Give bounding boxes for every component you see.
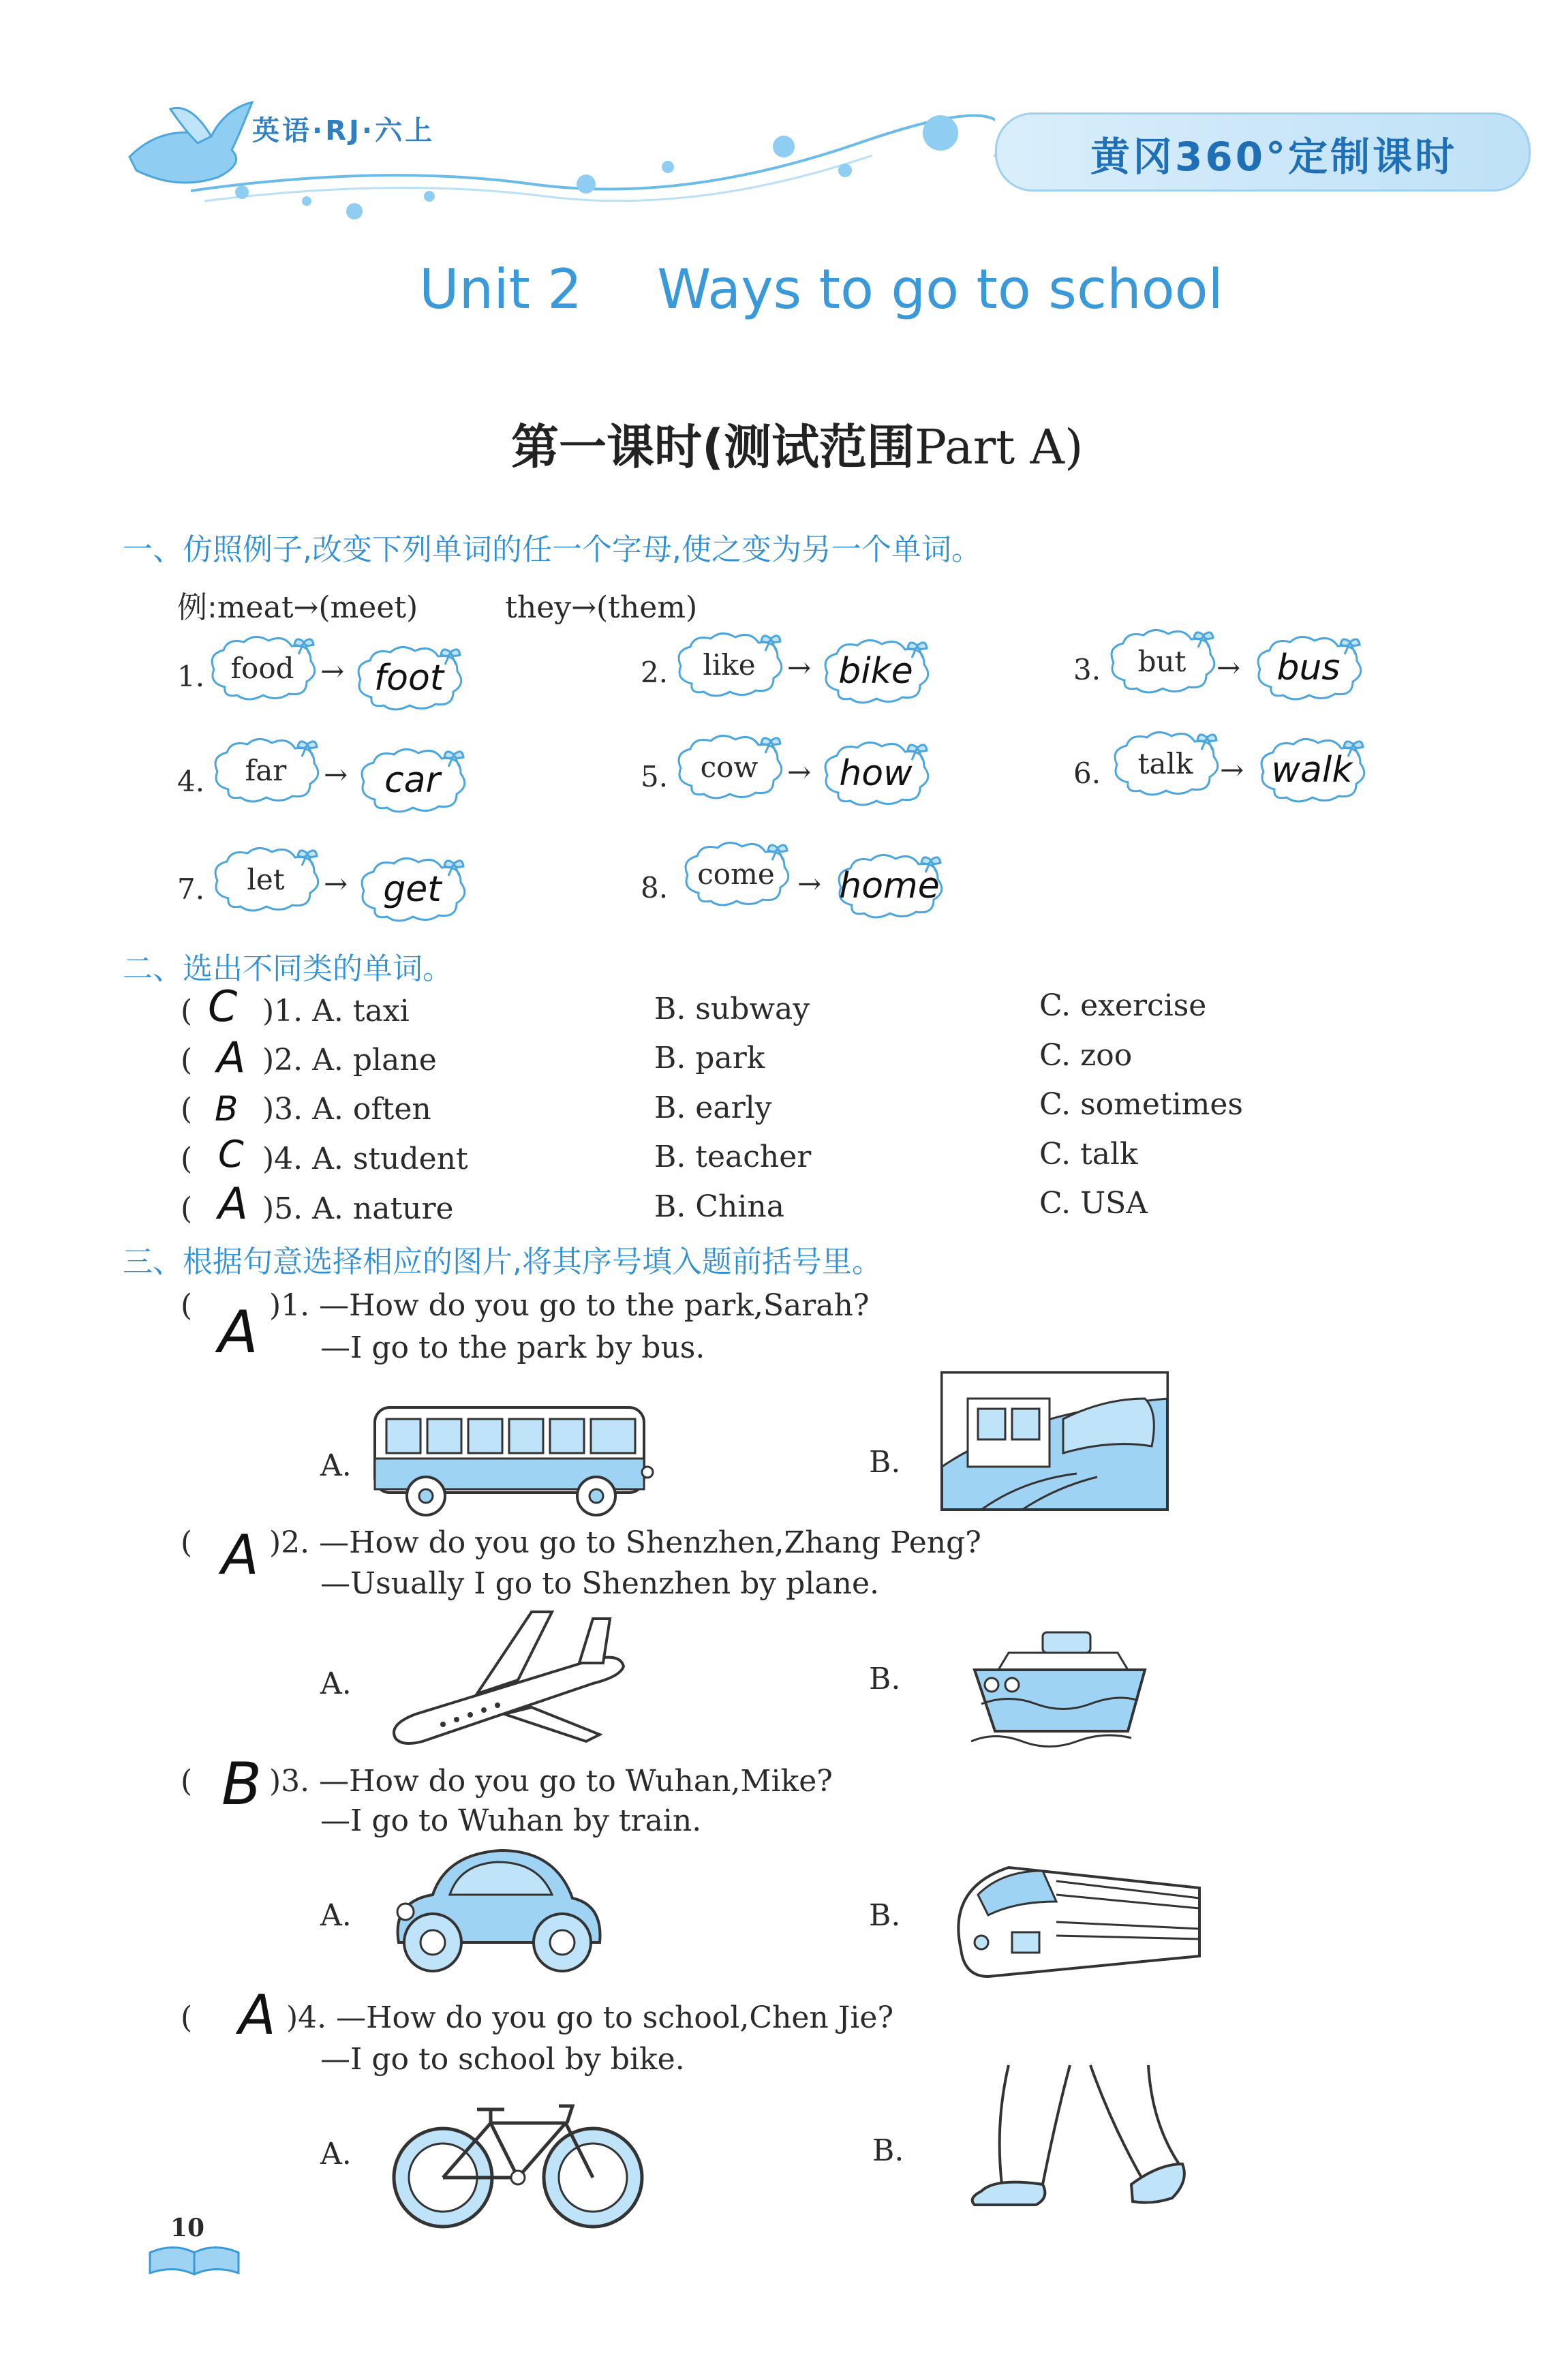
arrow-icon: → [787,755,812,789]
item-number: 8. [641,871,669,904]
answer-cloud[interactable]: bus [1251,634,1366,702]
answer-cloud[interactable]: how [818,739,934,808]
option-b-label: B. [869,1662,901,1696]
example-word-a: meat [217,590,294,625]
word-cloud: come [678,840,794,908]
unit-name: Ways to go to school [657,258,1223,321]
arrow-icon: → [320,654,345,688]
question-text: )2. —How do you go to Shenzhen,Zhang Peng? [269,1525,981,1560]
arrow-icon: → [571,590,597,625]
word-cloud: food [204,634,320,702]
option-c: C. sometimes [1039,1087,1243,1122]
item-number: 5. [641,760,669,793]
walking-legs-image[interactable] [954,2062,1193,2229]
option-c: C. zoo [1039,1038,1133,1073]
answer-mark[interactable]: A [217,1033,246,1082]
example-prefix: 例: [177,590,217,625]
question-text: )1. —How do you go to the park,Sarah? [269,1288,870,1323]
example-line [177,583,697,626]
bike-image[interactable] [388,2092,647,2229]
unit-number: Unit 2 [419,258,583,321]
option-a: )1. A. taxi [262,994,410,1028]
word-cloud: like [671,630,787,699]
subway-train-image[interactable] [940,1371,1169,1511]
option-a-label: A. [320,1448,352,1483]
word-cloud: cow [671,733,787,801]
option-b: B. subway [654,992,810,1026]
section1-heading: 一、仿照例子,改变下列单词的任一个字母,使之变为另一个单词。 [123,532,981,567]
arrow-icon: → [797,867,822,900]
answer-cloud[interactable]: bike [818,637,934,705]
item-number: 3. [1073,653,1101,686]
option-b: B. park [654,1041,765,1075]
lesson-title-cn: 第一课时(测试范围 [511,419,915,475]
train-image[interactable] [947,1847,1206,1983]
word-cloud: let [208,845,324,913]
example-answer-b: (them) [596,590,698,625]
car-image[interactable] [385,1840,610,1983]
item-number: 6. [1073,757,1101,790]
ship-image[interactable] [968,1629,1152,1752]
section3-heading: 三、根据句意选择相应的图片,将其序号填入题前括号里。 [123,1245,882,1279]
arrow-icon: → [324,867,348,900]
paren-open: ( [181,1764,193,1799]
answer-text: —Usually I go to Shenzhen by plane. [320,1566,879,1601]
arrow-icon: → [1220,753,1244,787]
bird-icon [129,102,252,183]
item-number: 4. [177,765,205,798]
option-c: C. USA [1039,1186,1148,1221]
option-b: B. teacher [654,1140,812,1174]
book-icon [147,2239,242,2280]
option-a: )5. A. nature [262,1191,454,1226]
page-number: 10 [170,2214,205,2242]
option-a: )2. A. plane [262,1043,437,1078]
answer-text: —I go to Wuhan by train. [320,1803,702,1838]
section2-heading: 二、选出不同类的单词。 [123,951,453,986]
paren-open: ( [181,1142,193,1176]
item-number: 2. [641,656,669,689]
paren-open: ( [181,1288,193,1323]
paren-open: ( [181,2000,193,2035]
series-label: 英语·RJ·六上 [252,115,435,147]
answer-mark[interactable]: A [218,1298,258,1367]
answer-cloud[interactable]: car [354,746,470,814]
lesson-title [511,409,1083,478]
answer-cloud[interactable]: foot [351,644,467,712]
header-decoration [109,82,995,232]
arrow-icon: → [324,758,348,791]
answer-text: —I go to the park by bus. [320,1330,705,1365]
option-a-label: A. [320,1666,352,1701]
option-b: B. China [654,1189,784,1224]
header-badge-text: 黄冈360°定制课时 [1090,134,1458,180]
option-b-label: B. [869,1445,901,1480]
option-a-label: A. [320,1898,352,1933]
option-a: )4. A. student [262,1142,468,1176]
bus-image[interactable] [371,1404,658,1520]
answer-mark[interactable]: B [221,1750,262,1818]
lesson-title-en: Part A) [915,419,1084,475]
option-a: )3. A. often [262,1092,431,1127]
answer-mark[interactable]: B [215,1089,239,1129]
answer-cloud[interactable]: walk [1254,736,1370,804]
item-number: 7. [177,872,205,906]
option-c: C. talk [1039,1137,1138,1172]
option-a-label: A. [320,2137,352,2171]
question-text: )3. —How do you go to Wuhan,Mike? [269,1764,833,1799]
answer-cloud[interactable]: home [831,852,947,920]
plane-image[interactable] [388,1605,627,1748]
word-cloud: but [1104,627,1220,695]
example-answer-a: (meet) [318,590,418,625]
option-c: C. exercise [1039,988,1207,1023]
paren-open: ( [181,1043,193,1078]
item-number: 1. [177,660,205,693]
answer-mark[interactable]: A [239,1983,276,2047]
answer-mark[interactable]: A [218,1179,248,1230]
arrow-icon: → [787,651,812,684]
paren-open: ( [181,1525,193,1560]
question-text: )4. —How do you go to school,Chen Jie? [286,2000,894,2035]
paren-open: ( [181,994,193,1028]
paren-open: ( [181,1092,193,1127]
example-word-b: they [505,590,572,625]
option-b-label: B. [869,1898,901,1933]
word-cloud: talk [1107,729,1223,797]
answer-cloud[interactable]: get [354,855,470,924]
answer-mark[interactable]: C [208,981,238,1031]
answer-mark[interactable]: A [221,1523,259,1587]
answer-mark[interactable]: C [218,1133,244,1176]
unit-title [419,258,1223,321]
arrow-icon: → [1216,651,1241,684]
arrow-icon: → [293,590,319,625]
word-cloud: far [208,736,324,804]
paren-open: ( [181,1191,193,1226]
option-b-label: B. [872,2133,904,2168]
answer-text: —I go to school by bike. [320,2042,685,2077]
option-b: B. early [654,1090,772,1125]
